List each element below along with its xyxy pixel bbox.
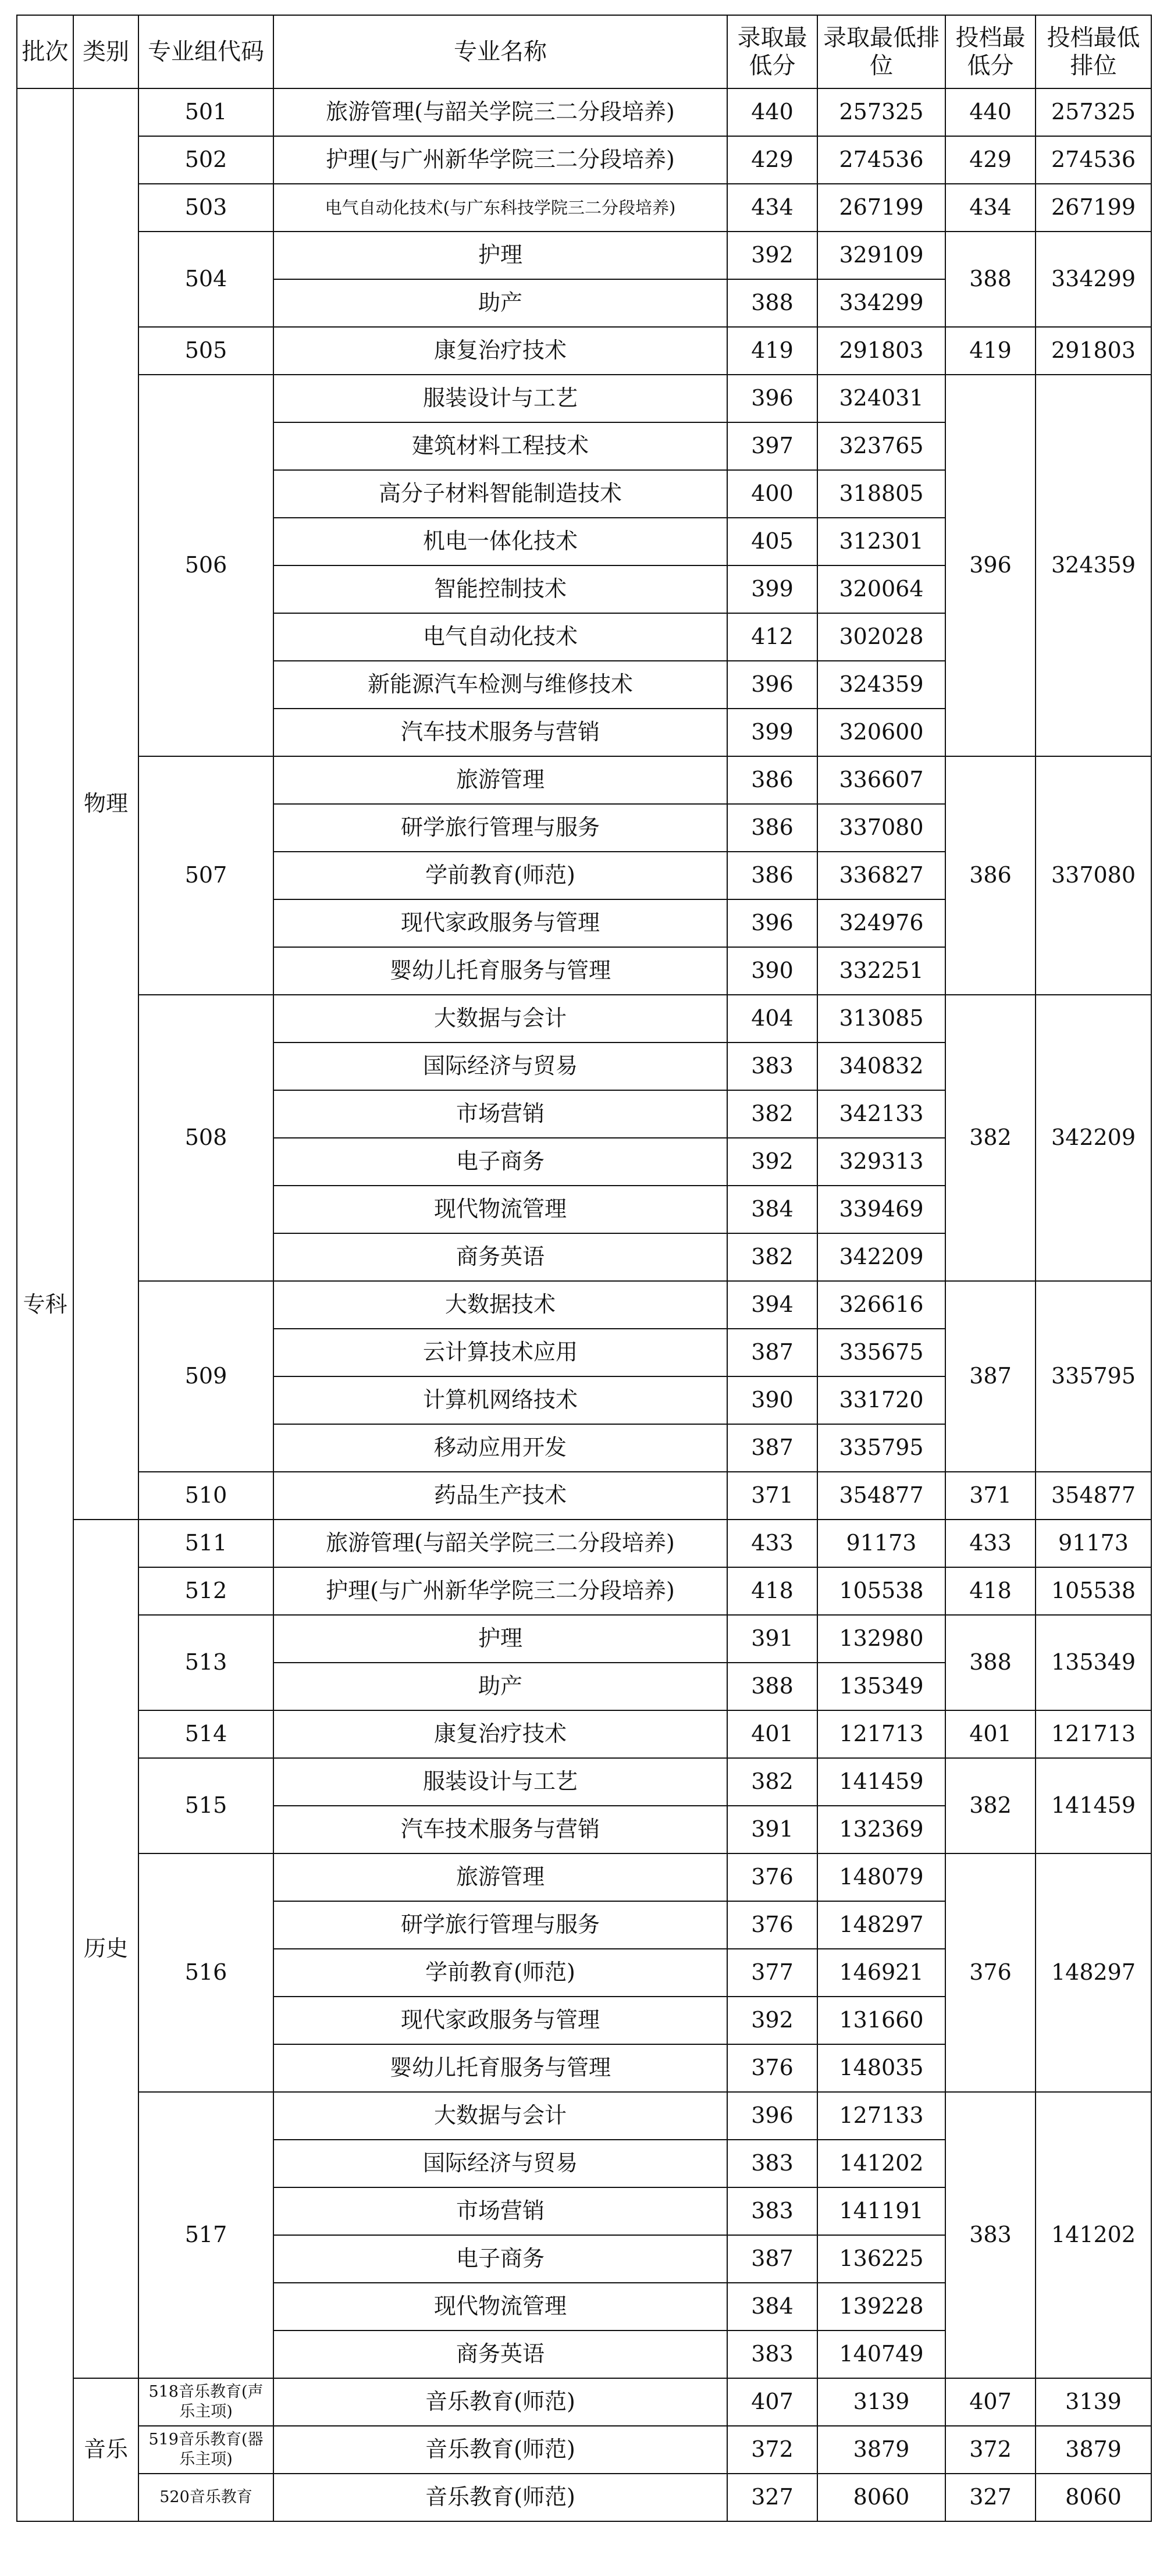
admit-score-cell: 391 <box>727 1615 817 1663</box>
major-name-cell: 现代物流管理 <box>273 1186 727 1233</box>
admit-score-cell: 404 <box>727 995 817 1043</box>
admit-rank-cell: 313085 <box>817 995 945 1043</box>
admit-score-cell: 429 <box>727 136 817 184</box>
filing-rank-cell: 324359 <box>1036 375 1151 756</box>
major-name-cell: 康复治疗技术 <box>273 1710 727 1758</box>
major-name-cell: 婴幼儿托育服务与管理 <box>273 2044 727 2092</box>
admit-score-cell: 384 <box>727 2283 817 2331</box>
major-name-cell: 汽车技术服务与营销 <box>273 709 727 756</box>
table-header-row <box>17 15 1151 88</box>
filing-rank-cell: 148297 <box>1036 1853 1151 2092</box>
admit-rank-cell: 148035 <box>817 2044 945 2092</box>
major-name-cell: 助产 <box>273 1663 727 1710</box>
admit-rank-cell: 3139 <box>817 2378 945 2426</box>
group-code-cell: 503 <box>138 184 273 232</box>
group-code-cell: 504 <box>138 232 273 327</box>
major-name-cell: 高分子材料智能制造技术 <box>273 470 727 518</box>
header-filing-min-score: 投档最低分 <box>945 15 1036 88</box>
major-name-cell: 旅游管理(与韶关学院三二分段培养) <box>273 88 727 136</box>
table-row <box>17 756 1151 804</box>
admit-rank-cell: 312301 <box>817 518 945 565</box>
admit-score-cell: 382 <box>727 1090 817 1138</box>
admit-score-cell: 394 <box>727 1281 817 1329</box>
admit-score-cell: 405 <box>727 518 817 565</box>
admit-score-cell: 383 <box>727 2187 817 2235</box>
admit-rank-cell: 331720 <box>817 1376 945 1424</box>
filing-score-cell: 440 <box>945 88 1036 136</box>
admit-rank-cell: 135349 <box>817 1663 945 1710</box>
admit-score-cell: 399 <box>727 565 817 613</box>
header-group-code: 专业组代码 <box>138 15 273 88</box>
admit-score-cell: 400 <box>727 470 817 518</box>
admit-rank-cell: 136225 <box>817 2235 945 2283</box>
filing-score-cell: 419 <box>945 327 1036 375</box>
group-code-cell: 511 <box>138 1520 273 1567</box>
major-name-cell: 护理(与广州新华学院三二分段培养) <box>273 1567 727 1615</box>
filing-rank-cell: 335795 <box>1036 1281 1151 1472</box>
filing-rank-cell: 334299 <box>1036 232 1151 327</box>
major-name-cell: 电气自动化技术 <box>273 613 727 661</box>
admit-score-cell: 396 <box>727 661 817 709</box>
major-name-cell: 研学旅行管理与服务 <box>273 804 727 852</box>
admit-score-cell: 412 <box>727 613 817 661</box>
major-name-cell: 汽车技术服务与营销 <box>273 1806 727 1853</box>
admit-rank-cell: 318805 <box>817 470 945 518</box>
admit-rank-cell: 132369 <box>817 1806 945 1853</box>
admit-rank-cell: 127133 <box>817 2092 945 2140</box>
filing-rank-cell: 291803 <box>1036 327 1151 375</box>
admit-rank-cell: 335795 <box>817 1424 945 1472</box>
table-row <box>17 2426 1151 2474</box>
major-name-cell: 云计算技术应用 <box>273 1329 727 1376</box>
group-code-cell: 514 <box>138 1710 273 1758</box>
major-name-cell: 智能控制技术 <box>273 565 727 613</box>
admit-rank-cell: 320600 <box>817 709 945 756</box>
admit-rank-cell: 267199 <box>817 184 945 232</box>
admit-rank-cell: 342209 <box>817 1233 945 1281</box>
major-name-cell: 现代家政服务与管理 <box>273 899 727 947</box>
group-code-cell: 513 <box>138 1615 273 1710</box>
group-code-cell: 515 <box>138 1758 273 1853</box>
admit-rank-cell: 121713 <box>817 1710 945 1758</box>
admit-rank-cell: 337080 <box>817 804 945 852</box>
table-row <box>17 136 1151 184</box>
admit-rank-cell: 139228 <box>817 2283 945 2331</box>
admit-score-cell: 390 <box>727 947 817 995</box>
major-name-cell: 护理(与广州新华学院三二分段培养) <box>273 136 727 184</box>
filing-score-cell: 433 <box>945 1520 1036 1567</box>
major-name-cell: 电气自动化技术(与广东科技学院三二分段培养) <box>273 184 727 232</box>
table-row <box>17 995 1151 1043</box>
table-body <box>17 88 1151 2521</box>
admit-score-cell: 382 <box>727 1758 817 1806</box>
major-name-cell: 旅游管理 <box>273 756 727 804</box>
admit-score-cell: 396 <box>727 375 817 422</box>
filing-rank-cell: 257325 <box>1036 88 1151 136</box>
admit-rank-cell: 141202 <box>817 2140 945 2187</box>
admit-score-cell: 440 <box>727 88 817 136</box>
major-name-cell: 电子商务 <box>273 1138 727 1186</box>
group-code-cell: 520音乐教育 <box>138 2474 273 2521</box>
category-cell: 历史 <box>73 1520 138 2378</box>
major-name-cell: 大数据与会计 <box>273 995 727 1043</box>
filing-rank-cell: 337080 <box>1036 756 1151 995</box>
admit-score-cell: 397 <box>727 422 817 470</box>
table-row <box>17 375 1151 422</box>
admit-rank-cell: 324976 <box>817 899 945 947</box>
filing-score-cell: 372 <box>945 2426 1036 2474</box>
admit-score-cell: 376 <box>727 1901 817 1949</box>
admit-score-cell: 434 <box>727 184 817 232</box>
admit-score-cell: 387 <box>727 2235 817 2283</box>
admit-score-cell: 407 <box>727 2378 817 2426</box>
admit-rank-cell: 323765 <box>817 422 945 470</box>
filing-rank-cell: 8060 <box>1036 2474 1151 2521</box>
table-row <box>17 1520 1151 1567</box>
group-code-cell: 516 <box>138 1853 273 2092</box>
major-name-cell: 学前教育(师范) <box>273 1949 727 1997</box>
table-row <box>17 1615 1151 1663</box>
major-name-cell: 建筑材料工程技术 <box>273 422 727 470</box>
admit-score-cell: 372 <box>727 2426 817 2474</box>
category-cell: 物理 <box>73 88 138 1520</box>
major-name-cell: 计算机网络技术 <box>273 1376 727 1424</box>
filing-score-cell: 383 <box>945 2092 1036 2378</box>
admit-rank-cell: 140749 <box>817 2331 945 2378</box>
admit-score-cell: 371 <box>727 1472 817 1520</box>
filing-score-cell: 382 <box>945 1758 1036 1853</box>
major-name-cell: 音乐教育(师范) <box>273 2426 727 2474</box>
major-name-cell: 婴幼儿托育服务与管理 <box>273 947 727 995</box>
admit-rank-cell: 329109 <box>817 232 945 279</box>
filing-score-cell: 387 <box>945 1281 1036 1472</box>
major-name-cell: 新能源汽车检测与维修技术 <box>273 661 727 709</box>
admit-score-cell: 377 <box>727 1949 817 1997</box>
filing-rank-cell: 342209 <box>1036 995 1151 1281</box>
admit-rank-cell: 131660 <box>817 1997 945 2044</box>
admit-rank-cell: 334299 <box>817 279 945 327</box>
group-code-cell: 510 <box>138 1472 273 1520</box>
admit-rank-cell: 274536 <box>817 136 945 184</box>
table-row <box>17 1710 1151 1758</box>
admit-score-cell: 386 <box>727 804 817 852</box>
major-name-cell: 音乐教育(师范) <box>273 2474 727 2521</box>
major-name-cell: 助产 <box>273 279 727 327</box>
admit-rank-cell: 340832 <box>817 1043 945 1090</box>
header-major-name: 专业名称 <box>273 15 727 88</box>
major-name-cell: 大数据与会计 <box>273 2092 727 2140</box>
filing-rank-cell: 121713 <box>1036 1710 1151 1758</box>
major-name-cell: 护理 <box>273 1615 727 1663</box>
admit-rank-cell: 291803 <box>817 327 945 375</box>
header-batch: 批次 <box>17 15 73 88</box>
admit-score-cell: 396 <box>727 2092 817 2140</box>
admit-rank-cell: 148297 <box>817 1901 945 1949</box>
filing-score-cell: 327 <box>945 2474 1036 2521</box>
filing-score-cell: 388 <box>945 232 1036 327</box>
admit-score-cell: 386 <box>727 756 817 804</box>
admit-rank-cell: 336607 <box>817 756 945 804</box>
admit-rank-cell: 332251 <box>817 947 945 995</box>
major-name-cell: 服装设计与工艺 <box>273 1758 727 1806</box>
admit-rank-cell: 342133 <box>817 1090 945 1138</box>
admit-rank-cell: 132980 <box>817 1615 945 1663</box>
filing-rank-cell: 135349 <box>1036 1615 1151 1710</box>
table-row <box>17 1567 1151 1615</box>
admit-score-cell: 327 <box>727 2474 817 2521</box>
major-name-cell: 大数据技术 <box>273 1281 727 1329</box>
group-code-cell: 505 <box>138 327 273 375</box>
filing-score-cell: 429 <box>945 136 1036 184</box>
admit-rank-cell: 257325 <box>817 88 945 136</box>
admit-score-cell: 433 <box>727 1520 817 1567</box>
major-name-cell: 音乐教育(师范) <box>273 2378 727 2426</box>
table-row <box>17 184 1151 232</box>
major-name-cell: 学前教育(师范) <box>273 852 727 899</box>
table-row <box>17 1758 1151 1806</box>
admit-rank-cell: 8060 <box>817 2474 945 2521</box>
filing-rank-cell: 3139 <box>1036 2378 1151 2426</box>
group-code-cell: 502 <box>138 136 273 184</box>
admit-score-cell: 390 <box>727 1376 817 1424</box>
filing-score-cell: 371 <box>945 1472 1036 1520</box>
major-name-cell: 商务英语 <box>273 2331 727 2378</box>
filing-score-cell: 388 <box>945 1615 1036 1710</box>
admit-rank-cell: 324031 <box>817 375 945 422</box>
admit-rank-cell: 141459 <box>817 1758 945 1806</box>
admit-rank-cell: 326616 <box>817 1281 945 1329</box>
group-code-cell: 518音乐教育(声乐主项) <box>138 2378 273 2426</box>
table-row <box>17 327 1151 375</box>
major-name-cell: 旅游管理(与韶关学院三二分段培养) <box>273 1520 727 1567</box>
admit-rank-cell: 91173 <box>817 1520 945 1567</box>
admit-score-cell: 376 <box>727 1853 817 1901</box>
filing-rank-cell: 274536 <box>1036 136 1151 184</box>
admit-rank-cell: 324359 <box>817 661 945 709</box>
filing-score-cell: 407 <box>945 2378 1036 2426</box>
major-name-cell: 研学旅行管理与服务 <box>273 1901 727 1949</box>
filing-rank-cell: 105538 <box>1036 1567 1151 1615</box>
admit-rank-cell: 335675 <box>817 1329 945 1376</box>
admit-rank-cell: 336827 <box>817 852 945 899</box>
major-name-cell: 商务英语 <box>273 1233 727 1281</box>
filing-score-cell: 382 <box>945 995 1036 1281</box>
major-name-cell: 国际经济与贸易 <box>273 2140 727 2187</box>
filing-score-cell: 386 <box>945 756 1036 995</box>
admit-score-cell: 387 <box>727 1424 817 1472</box>
admit-score-cell: 388 <box>727 1663 817 1710</box>
table-row <box>17 2378 1151 2426</box>
admit-score-cell: 383 <box>727 2140 817 2187</box>
admit-rank-cell: 302028 <box>817 613 945 661</box>
admit-rank-cell: 146921 <box>817 1949 945 1997</box>
filing-score-cell: 418 <box>945 1567 1036 1615</box>
admit-rank-cell: 320064 <box>817 565 945 613</box>
header-category: 类别 <box>73 15 138 88</box>
group-code-cell: 506 <box>138 375 273 756</box>
group-code-cell: 519音乐教育(器乐主项) <box>138 2426 273 2474</box>
major-name-cell: 国际经济与贸易 <box>273 1043 727 1090</box>
filing-rank-cell: 3879 <box>1036 2426 1151 2474</box>
admit-score-cell: 382 <box>727 1233 817 1281</box>
group-code-cell: 501 <box>138 88 273 136</box>
filing-rank-cell: 141202 <box>1036 2092 1151 2378</box>
table-row <box>17 1281 1151 1329</box>
filing-rank-cell: 354877 <box>1036 1472 1151 1520</box>
admit-rank-cell: 141191 <box>817 2187 945 2235</box>
filing-rank-cell: 267199 <box>1036 184 1151 232</box>
admit-score-cell: 388 <box>727 279 817 327</box>
filing-rank-cell: 91173 <box>1036 1520 1151 1567</box>
table-row <box>17 1472 1151 1520</box>
group-code-cell: 507 <box>138 756 273 995</box>
header-filing-min-rank: 投档最低排位 <box>1036 15 1151 88</box>
major-name-cell: 康复治疗技术 <box>273 327 727 375</box>
filing-score-cell: 396 <box>945 375 1036 756</box>
admit-score-cell: 392 <box>727 1997 817 2044</box>
admit-score-cell: 392 <box>727 232 817 279</box>
major-name-cell: 机电一体化技术 <box>273 518 727 565</box>
major-name-cell: 护理 <box>273 232 727 279</box>
major-name-cell: 现代家政服务与管理 <box>273 1997 727 2044</box>
admit-rank-cell: 148079 <box>817 1853 945 1901</box>
group-code-cell: 517 <box>138 2092 273 2378</box>
major-name-cell: 市场营销 <box>273 1090 727 1138</box>
filing-rank-cell: 141459 <box>1036 1758 1151 1853</box>
category-cell: 音乐 <box>73 2378 138 2521</box>
admit-score-cell: 419 <box>727 327 817 375</box>
admit-score-cell: 399 <box>727 709 817 756</box>
filing-score-cell: 434 <box>945 184 1036 232</box>
admit-rank-cell: 105538 <box>817 1567 945 1615</box>
major-name-cell: 电子商务 <box>273 2235 727 2283</box>
table-row <box>17 1853 1151 1901</box>
table-row <box>17 232 1151 279</box>
admit-score-cell: 391 <box>727 1806 817 1853</box>
admit-score-cell: 384 <box>727 1186 817 1233</box>
group-code-cell: 512 <box>138 1567 273 1615</box>
group-code-cell: 509 <box>138 1281 273 1472</box>
major-name-cell: 现代物流管理 <box>273 2283 727 2331</box>
filing-score-cell: 376 <box>945 1853 1036 2092</box>
table-row <box>17 88 1151 136</box>
admit-rank-cell: 339469 <box>817 1186 945 1233</box>
table-row <box>17 2092 1151 2140</box>
admit-score-cell: 401 <box>727 1710 817 1758</box>
major-name-cell: 药品生产技术 <box>273 1472 727 1520</box>
admit-score-cell: 418 <box>727 1567 817 1615</box>
admission-score-table <box>16 15 1152 2522</box>
major-name-cell: 市场营销 <box>273 2187 727 2235</box>
admit-score-cell: 383 <box>727 2331 817 2378</box>
group-code-cell: 508 <box>138 995 273 1281</box>
admit-rank-cell: 354877 <box>817 1472 945 1520</box>
header-admit-min-score: 录取最低分 <box>727 15 817 88</box>
admit-score-cell: 376 <box>727 2044 817 2092</box>
admit-score-cell: 383 <box>727 1043 817 1090</box>
admit-score-cell: 387 <box>727 1329 817 1376</box>
admit-rank-cell: 329313 <box>817 1138 945 1186</box>
major-name-cell: 移动应用开发 <box>273 1424 727 1472</box>
admit-score-cell: 392 <box>727 1138 817 1186</box>
major-name-cell: 服装设计与工艺 <box>273 375 727 422</box>
admit-score-cell: 386 <box>727 852 817 899</box>
admit-score-cell: 396 <box>727 899 817 947</box>
batch-cell: 专科 <box>17 88 73 2521</box>
major-name-cell: 旅游管理 <box>273 1853 727 1901</box>
filing-score-cell: 401 <box>945 1710 1036 1758</box>
table-row <box>17 2474 1151 2521</box>
admit-rank-cell: 3879 <box>817 2426 945 2474</box>
header-admit-min-rank: 录取最低排位 <box>817 15 945 88</box>
